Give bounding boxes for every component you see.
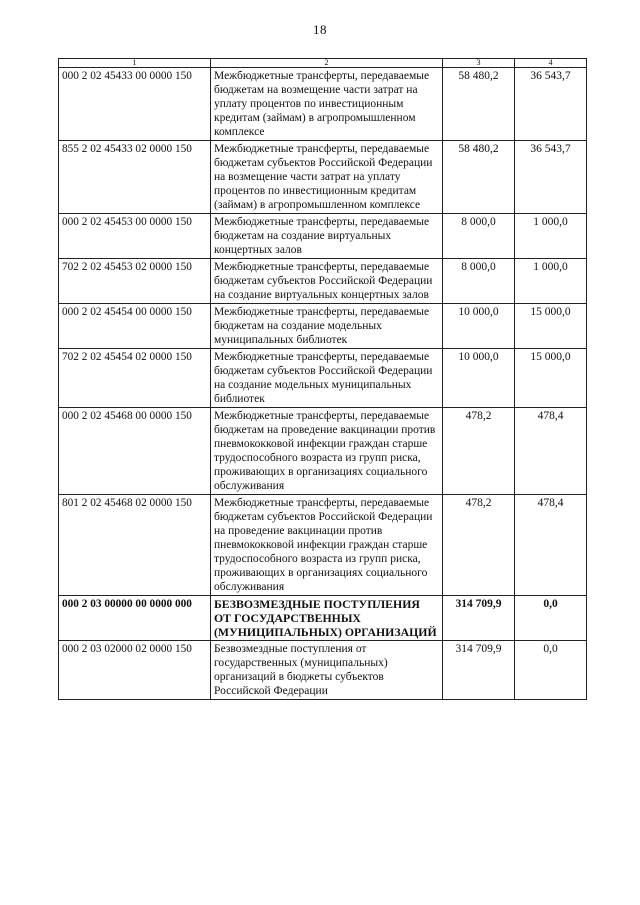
row-description: Безвозмездные поступления от государственных (муниципальных) организаций в бюджеты субъектов Российской Федерации [211, 641, 443, 700]
budget-code: 000 2 02 45468 00 0000 150 [59, 408, 211, 495]
row-description: Межбюджетные трансферты, передаваемые бюджетам субъектов Российской Федерации на создание виртуальных концертных залов [211, 259, 443, 304]
row-description: Межбюджетные трансферты, передаваемые бюджетам на возмещение части затрат на уплату процентов по инвестиционным кредитам (займам) в агропромышленном комплексе [211, 68, 443, 141]
table-row [59, 495, 587, 596]
column-header-3: 3 [443, 59, 515, 68]
table-row [59, 641, 587, 700]
amount-column-3: 10 000,0 [443, 349, 515, 408]
row-description: Межбюджетные трансферты, передаваемые бюджетам субъектов Российской Федерации на проведение вакцинации против пневмококковой инфекции граждан старше трудоспособного возраста из групп риска, проживающих в организациях социального обслуживания [211, 495, 443, 596]
budget-code: 000 2 03 00000 00 0000 000 [59, 596, 211, 641]
budget-code: 855 2 02 45433 02 0000 150 [59, 141, 211, 214]
table-row [59, 141, 587, 214]
budget-code: 000 2 02 45453 00 0000 150 [59, 214, 211, 259]
amount-column-3: 478,2 [443, 408, 515, 495]
amount-column-4: 15 000,0 [515, 349, 587, 408]
budget-code: 000 2 02 45433 00 0000 150 [59, 68, 211, 141]
budget-code: 702 2 02 45454 02 0000 150 [59, 349, 211, 408]
amount-column-4: 1 000,0 [515, 214, 587, 259]
row-description: Межбюджетные трансферты, передаваемые бюджетам на создание виртуальных концертных залов [211, 214, 443, 259]
amount-column-4: 0,0 [515, 641, 587, 700]
budget-code: 801 2 02 45468 02 0000 150 [59, 495, 211, 596]
budget-code: 702 2 02 45453 02 0000 150 [59, 259, 211, 304]
row-description: Межбюджетные трансферты, передаваемые бюджетам субъектов Российской Федерации на возмещение части затрат на уплату процентов по инвестиционным кредитам (займам) в агропромышленном комплексе [211, 141, 443, 214]
page-number: 18 [313, 22, 327, 37]
amount-column-3: 314 709,9 [443, 596, 515, 641]
table-header-row [59, 59, 587, 68]
amount-column-4: 1 000,0 [515, 259, 587, 304]
amount-column-3: 8 000,0 [443, 214, 515, 259]
budget-code: 000 2 02 45454 00 0000 150 [59, 304, 211, 349]
amount-column-4: 36 543,7 [515, 68, 587, 141]
column-header-2: 2 [211, 59, 443, 68]
column-header-4: 4 [515, 59, 587, 68]
column-header-1: 1 [59, 59, 211, 68]
table-row [59, 408, 587, 495]
amount-column-3: 314 709,9 [443, 641, 515, 700]
row-description: Межбюджетные трансферты, передаваемые бюджетам на создание модельных муниципальных библиотек [211, 304, 443, 349]
amount-column-4: 478,4 [515, 408, 587, 495]
amount-column-3: 10 000,0 [443, 304, 515, 349]
table-row [59, 214, 587, 259]
amount-column-4: 0,0 [515, 596, 587, 641]
table-row [59, 259, 587, 304]
table-row [59, 304, 587, 349]
budget-revenue-table [58, 58, 587, 700]
table-row [59, 68, 587, 141]
row-description: Межбюджетные трансферты, передаваемые бюджетам субъектов Российской Федерации на создание модельных муниципальных библиотек [211, 349, 443, 408]
amount-column-4: 36 543,7 [515, 141, 587, 214]
amount-column-3: 58 480,2 [443, 141, 515, 214]
amount-column-3: 58 480,2 [443, 68, 515, 141]
amount-column-4: 478,4 [515, 495, 587, 596]
amount-column-3: 478,2 [443, 495, 515, 596]
row-description: Межбюджетные трансферты, передаваемые бюджетам на проведение вакцинации против пневмококковой инфекции граждан старше трудоспособного возраста из групп риска, проживающих в организациях социального обслуживания [211, 408, 443, 495]
amount-column-3: 8 000,0 [443, 259, 515, 304]
budget-code: 000 2 03 02000 02 0000 150 [59, 641, 211, 700]
row-description: БЕЗВОЗМЕЗДНЫЕ ПОСТУПЛЕНИЯ ОТ ГОСУДАРСТВЕННЫХ (МУНИЦИПАЛЬНЫХ) ОРГАНИЗАЦИЙ [211, 596, 443, 641]
table-row-section-total [59, 596, 587, 641]
table-row [59, 349, 587, 408]
amount-column-4: 15 000,0 [515, 304, 587, 349]
